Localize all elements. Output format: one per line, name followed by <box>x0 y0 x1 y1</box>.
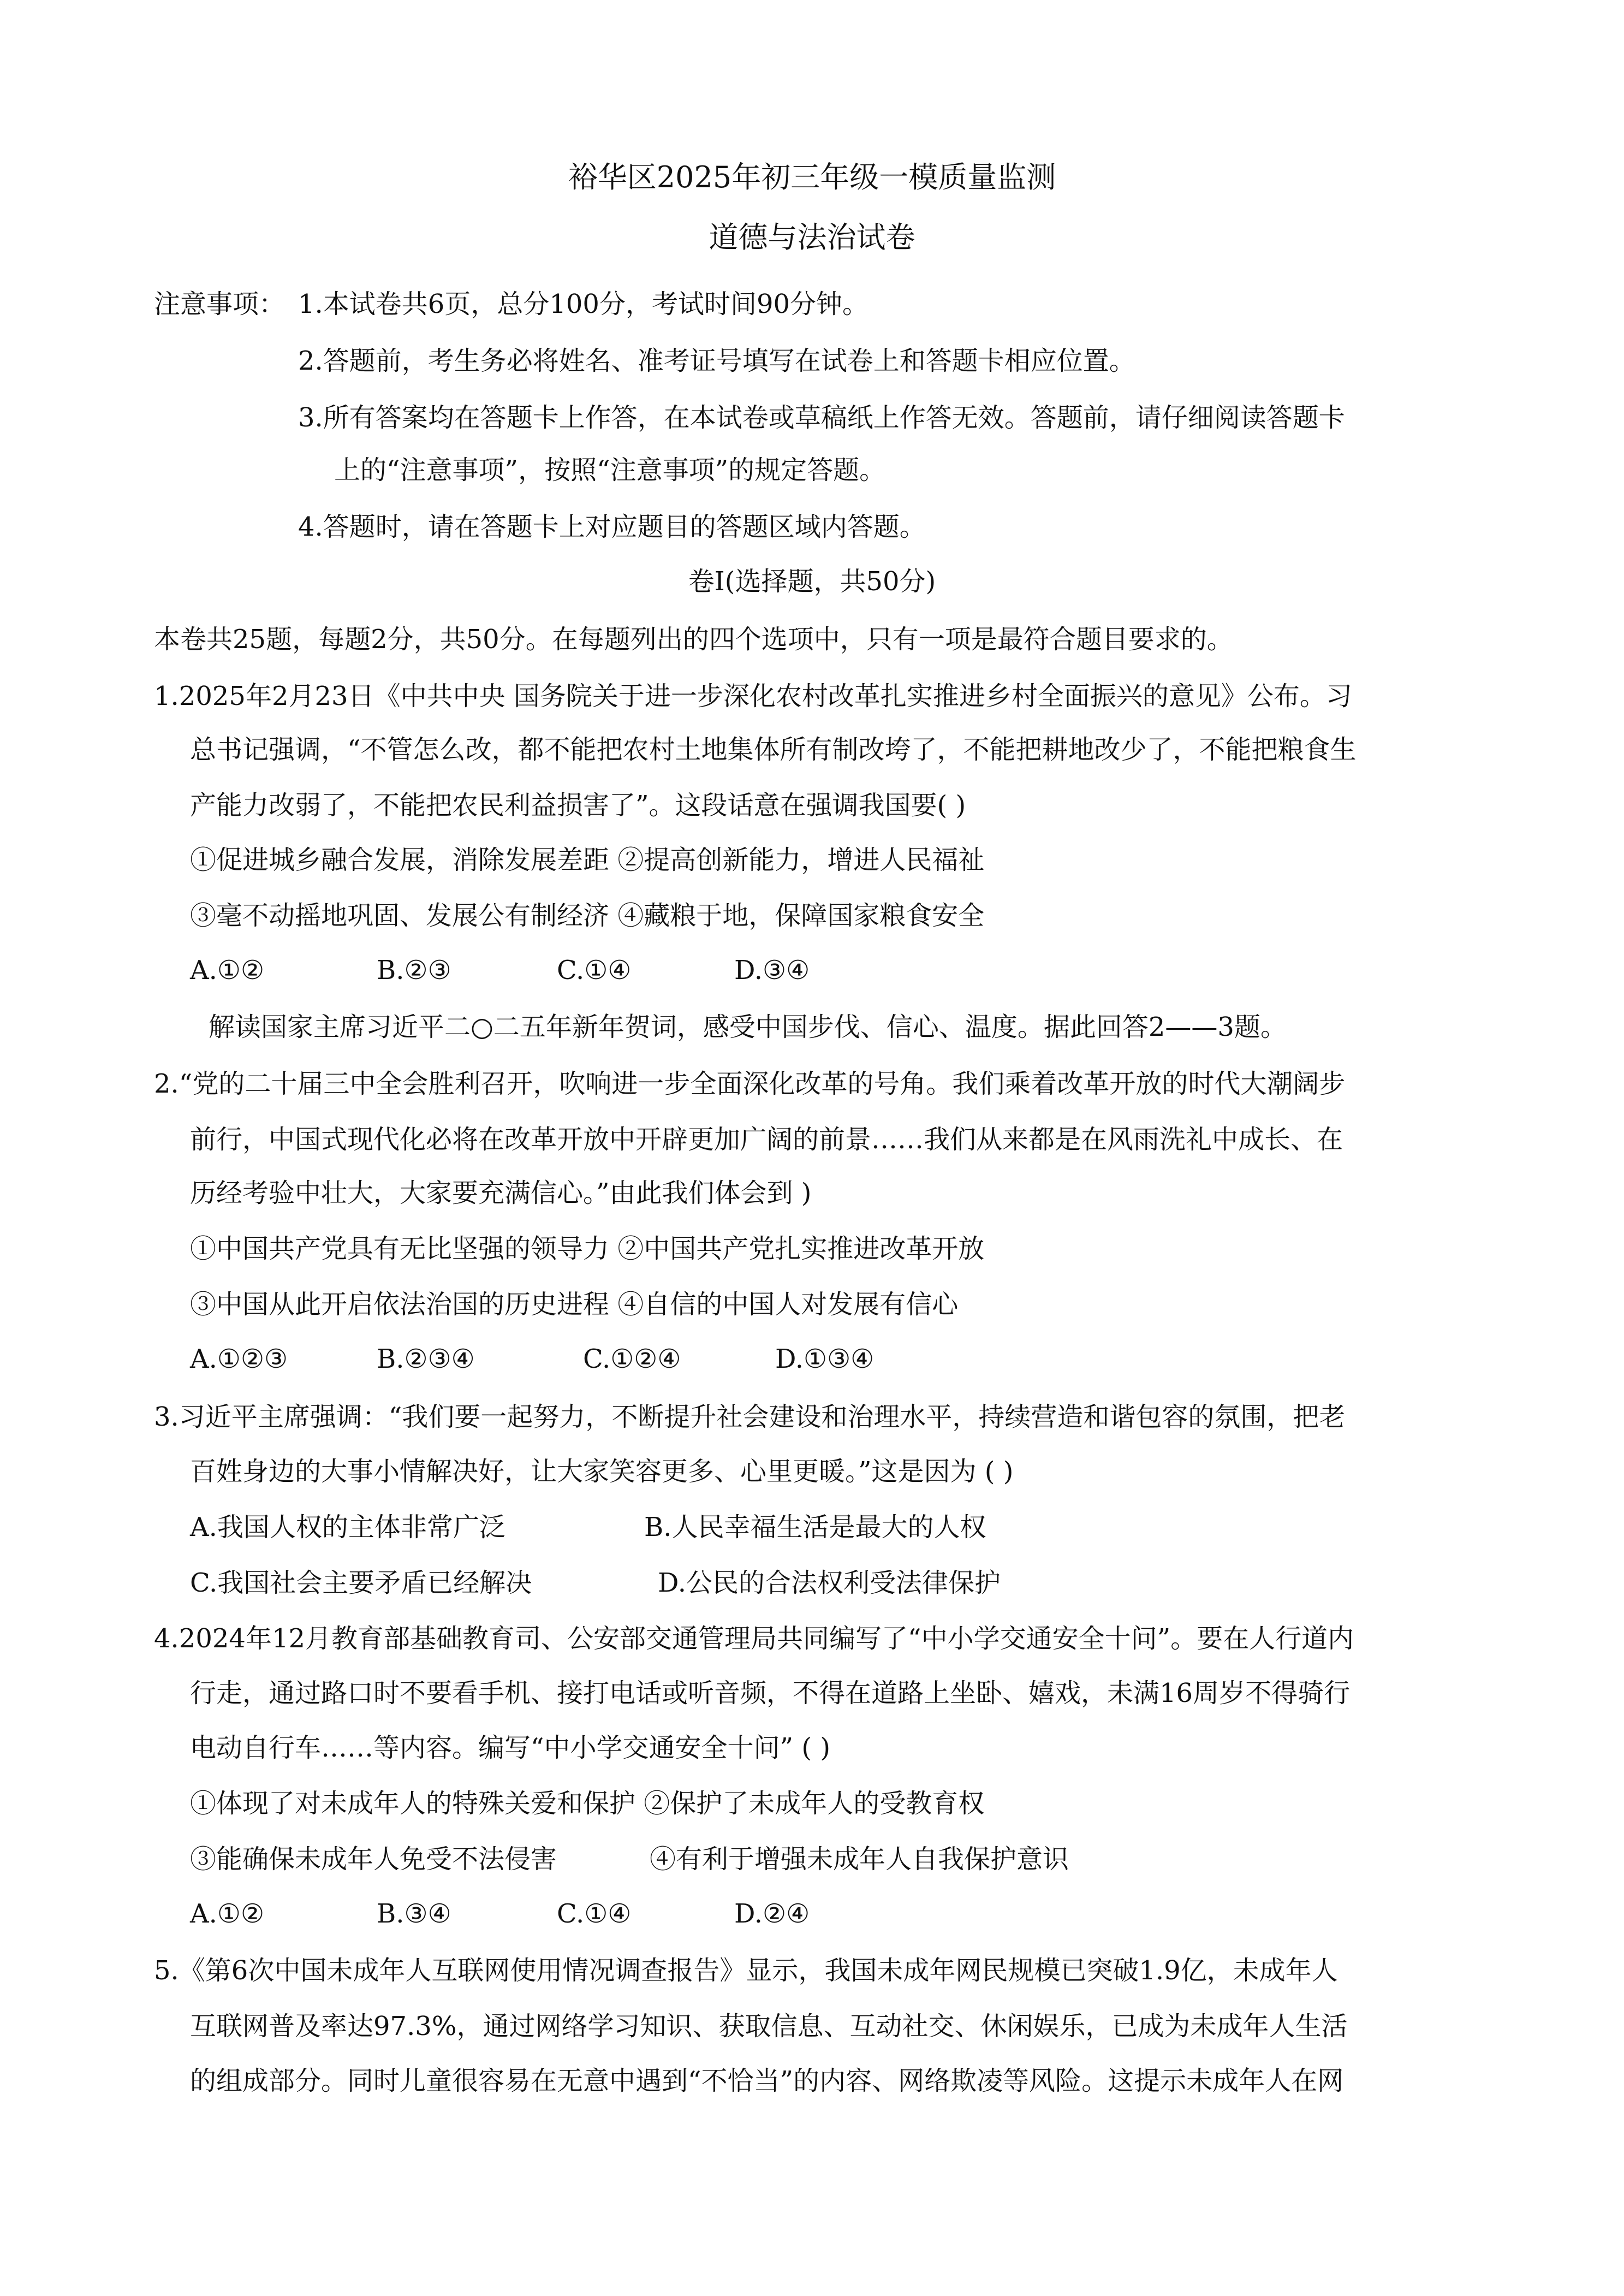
q3-option-c: C.我国社会主要矛盾已经解决 <box>190 1568 532 1598</box>
notice-item-1: 1.本试卷共6页，总分100分，考试时间90分钟。 <box>298 289 869 319</box>
exam-title: 裕华区2025年初三年级一模质量监测 <box>568 160 1056 194</box>
q1-stem-line-2: 总书记强调，“不管怎么改，都不能把农村土地集体所有制改垮了，不能把耕地改少了，不能把粮食生 <box>190 734 1357 765</box>
q3-option-d: D.公民的合法权利受法律保护 <box>658 1568 1001 1598</box>
q5-stem-line-1: 5.《第6次中国未成年人互联网使用情况调查报告》显示，我国未成年网民规模已突破1.9亿，未成年人 <box>154 1955 1338 1986</box>
notice-item-3b: 上的“注意事项”，按照“注意事项”的规定答题。 <box>334 455 886 485</box>
q2-option-d: D.①③④ <box>775 1344 875 1374</box>
q4-option-b: B.③④ <box>377 1898 451 1929</box>
q4-option-d: D.②④ <box>734 1898 810 1929</box>
q1-stem-line-1: 1.2025年2月23日《中共中央 国务院关于进一步深化农村改革扎实推进乡村全面振兴的意见》公布。习 <box>154 681 1352 711</box>
q1-option-a: A.①② <box>190 955 264 986</box>
notice-item-3a: 3.所有答案均在答题卡上作答，在本试卷或草稿纸上作答无效。答题前，请仔细阅读答题卡 <box>298 402 1345 433</box>
q4-stem-line-3: 电动自行车……等内容。编写“中小学交通安全十问” ( ) <box>190 1733 831 1763</box>
q5-stem-line-2: 互联网普及率达97.3%，通过网络学习知识、获取信息、互动社交、休闲娱乐，已成为未成年人生活 <box>190 2011 1348 2042</box>
q3-option-b: B.人民幸福生活是最大的人权 <box>644 1512 986 1542</box>
q4-statements-2b: ④有利于增强未成年人自我保护意识 <box>650 1844 1069 1874</box>
q2-option-a: A.①②③ <box>190 1344 288 1374</box>
notice-label: 注意事项： <box>154 289 285 319</box>
q1-option-d: D.③④ <box>734 955 810 986</box>
q1-statements-1: ①促进城乡融合发展，消除发展差距 ②提高创新能力，增进人民福祉 <box>190 845 985 875</box>
q4-stem-line-2: 行走，通过路口时不要看手机、接打电话或听音频，不得在道路上坐卧、嬉戏，未满16周岁不得骑行 <box>190 1678 1351 1708</box>
q3-option-a: A.我国人权的主体非常广泛 <box>190 1512 505 1542</box>
q3-stem-line-2: 百姓身边的大事小情解决好，让大家笑容更多、心里更暖。”这是因为 ( ) <box>190 1456 1014 1487</box>
q2-stem-line-2: 前行，中国式现代化必将在改革开放中开辟更加广阔的前景……我们从来都是在风雨洗礼中成长、在 <box>190 1124 1343 1155</box>
notice-item-4: 4.答题时，请在答题卡上对应题目的答题区域内答题。 <box>298 512 926 542</box>
section-heading: 卷I(选择题，共50分) <box>688 566 936 597</box>
q2-option-b: B.②③④ <box>377 1344 475 1374</box>
q2-statements-1: ①中国共产党具有无比坚强的领导力 ②中国共产党扎实推进改革开放 <box>190 1233 985 1264</box>
q4-option-a: A.①② <box>190 1898 264 1929</box>
q4-stem-line-1: 4.2024年12月教育部基础教育司、公安部交通管理局共同编写了“中小学交通安全十问”。要在人行道内 <box>154 1623 1354 1654</box>
q4-statements-1: ①体现了对未成年人的特殊关爱和保护 ②保护了未成年人的受教育权 <box>190 1788 985 1819</box>
q1-option-c: C.①④ <box>557 955 632 986</box>
notice-item-2: 2.答题前，考生务必将姓名、准考证号填写在试卷上和答题卡相应位置。 <box>298 346 1135 376</box>
q1-option-b: B.②③ <box>377 955 451 986</box>
section-intro: 本卷共25题，每题2分，共50分。在每题列出的四个选项中，只有一项是最符合题目要求的。 <box>154 624 1233 655</box>
q1-stem-line-3: 产能力改弱了，不能把农民利益损害了”。这段话意在强调我国要( ) <box>190 790 966 821</box>
q2-stem-line-1: 2.“党的二十届三中全会胜利召开，吹响进一步全面深化改革的号角。我们乘着改革开放的时代大潮阔步 <box>154 1069 1346 1099</box>
q2-statements-2: ③中国从此开启依法治国的历史进程 ④自信的中国人对发展有信心 <box>190 1289 959 1320</box>
q2-option-c: C.①②④ <box>583 1344 681 1374</box>
material-intro: 解读国家主席习近平二○二五年新年贺词，感受中国步伐、信心、温度。据此回答2——3题。 <box>209 1012 1287 1042</box>
q1-statements-2: ③毫不动摇地巩固、发展公有制经济 ④藏粮于地，保障国家粮食安全 <box>190 900 985 931</box>
q4-option-c: C.①④ <box>557 1898 632 1929</box>
q5-stem-line-3: 的组成部分。同时儿童很容易在无意中遇到“不恰当”的内容、网络欺凌等风险。这提示未成年人在网 <box>190 2066 1344 2096</box>
q2-stem-line-3: 历经考验中壮大，大家要充满信心。”由此我们体会到 ) <box>190 1178 812 1208</box>
q3-stem-line-1: 3.习近平主席强调：“我们要一起努力，不断提升社会建设和治理水平，持续营造和谐包容的氛围，把老 <box>154 1402 1346 1432</box>
exam-subtitle: 道德与法治试卷 <box>709 220 915 254</box>
q4-statements-2a: ③能确保未成年人免受不法侵害 <box>190 1844 557 1874</box>
